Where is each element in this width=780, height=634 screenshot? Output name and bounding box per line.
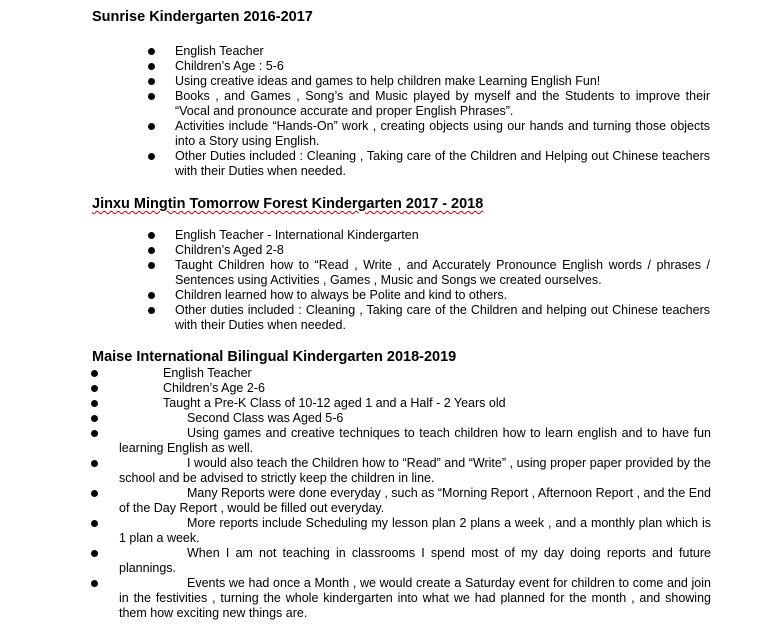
list-item: Using games and creative techniques to teach children how to learn english and to have fun learning English as well.: [119, 426, 711, 456]
list-item: Events we had once a Month , we would create a Saturday event for children to come and join in the festivities , turning the whole kindergarten into what we had planned for the month , and showing them how exciting new things are.: [119, 576, 711, 621]
list-item: Using creative ideas and games to help children make Learning English Fun!: [175, 74, 710, 89]
bullet-icon: [91, 490, 98, 497]
list-item: Children’s Age 2-6: [119, 381, 711, 396]
bullet-icon: [148, 93, 155, 100]
section-heading-maise: Maise International Bilingual Kindergarten 2018-2019: [92, 349, 457, 365]
bullet-icon: [148, 153, 155, 160]
list-item: More reports include Scheduling my lesson plan 2 plans a week , and a monthly plan which is 1 plan a week.: [119, 516, 711, 546]
bullet-icon: [91, 400, 98, 407]
list-item: Books , and Games , Song’s and Music played by myself and the Students to improve their “Vocal and pronounce accurate and proper English Phrases”.: [175, 89, 710, 119]
heading-text: Jinxu Mingtin Tomorrow Forest Kindergarten 2017 - 2018: [92, 196, 484, 212]
list-item: Many Reports were done everyday , such as “Morning Report , Afternoon Report , and the End of the Day Report , would be filled out everyday.: [119, 486, 711, 516]
bullet-icon: [148, 232, 155, 239]
maise-duties-list: [119, 366, 711, 621]
list-item: When I am not teaching in classrooms I spend most of my day doing reports and future plannings.: [119, 546, 711, 576]
jinxu-duties-list: [175, 228, 710, 333]
list-item: Taught Children how to “Read , Write , and Accurately Pronounce English words / phrases / Sentences using Activities , Games , Music and Songs we created ourselves.: [175, 258, 710, 288]
list-item: Children learned how to always be Polite and kind to others.: [175, 288, 710, 303]
bullet-icon: [91, 370, 98, 377]
list-item: I would also teach the Children how to “Read” and “Write” , using proper paper provided by the school and be advised to strictly keep the children in line.: [119, 456, 711, 486]
bullet-icon: [91, 385, 98, 392]
bullet-icon: [91, 415, 98, 422]
list-item: Taught a Pre-K Class of 10-12 aged 1 and a Half - 2 Years old: [119, 396, 711, 411]
list-item: Other duties included : Cleaning , Taking care of the Children and helping out Chinese teachers with their Duties when needed.: [175, 303, 710, 333]
sunrise-duties-list: [175, 44, 710, 179]
bullet-icon: [148, 63, 155, 70]
bullet-icon: [148, 292, 155, 299]
bullet-icon: [148, 48, 155, 55]
bullet-icon: [91, 550, 98, 557]
bullet-icon: [91, 430, 98, 437]
list-item: Children’s Age : 5-6: [175, 59, 710, 74]
section-heading-sunrise: Sunrise Kindergarten 2016-2017: [92, 9, 313, 25]
bullet-icon: [148, 262, 155, 269]
bullet-icon: [91, 580, 98, 587]
list-item: Children’s Aged 2-8: [175, 243, 710, 258]
list-item: Second Class was Aged 5-6: [119, 411, 711, 426]
bullet-icon: [91, 460, 98, 467]
bullet-icon: [148, 123, 155, 130]
bullet-icon: [148, 78, 155, 85]
list-item: English Teacher: [175, 44, 710, 59]
list-item: English Teacher: [119, 366, 711, 381]
list-item: English Teacher - International Kindergarten: [175, 228, 710, 243]
section-heading-jinxu: [92, 195, 483, 213]
list-item: Other Duties included : Cleaning , Taking care of the Children and Helping out Chinese teachers with their Duties when needed.: [175, 149, 710, 179]
bullet-icon: [148, 247, 155, 254]
bullet-icon: [148, 307, 155, 314]
list-item: Activities include “Hands-On” work , creating objects using our hands and turning those objects into a Story using English.: [175, 119, 710, 149]
bullet-icon: [91, 520, 98, 527]
